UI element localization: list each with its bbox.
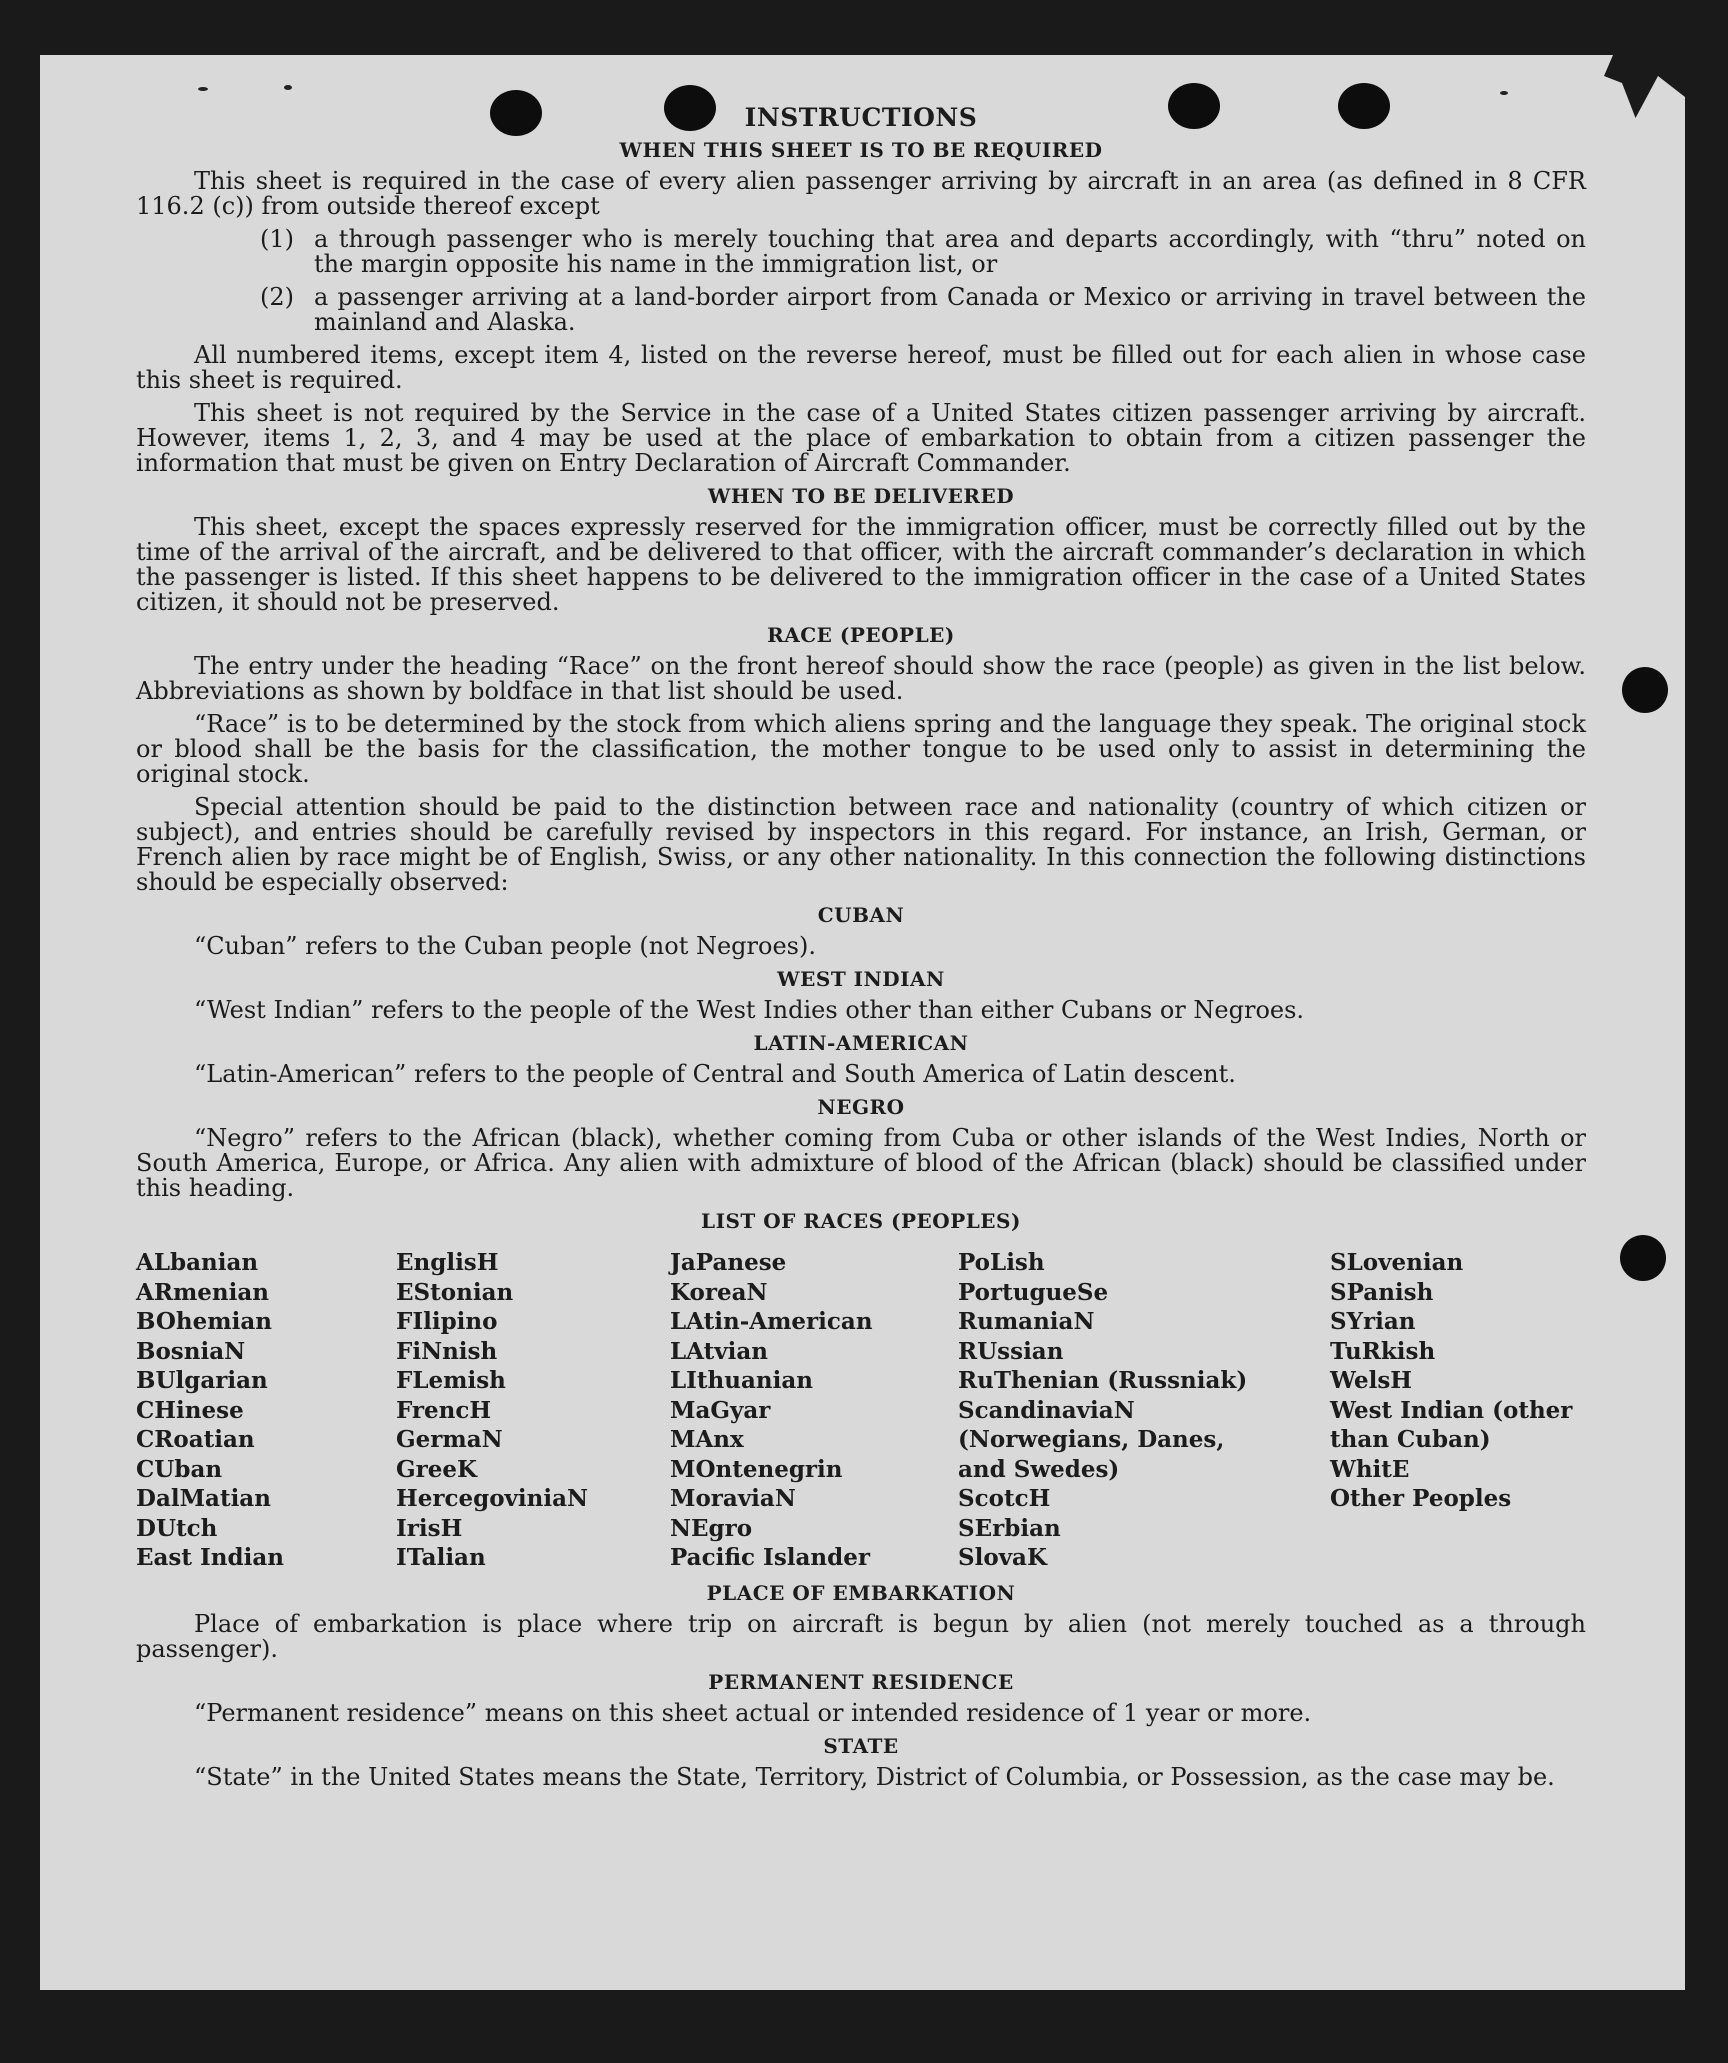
list-item <box>260 285 1586 335</box>
race-entry: Other Peoples <box>1330 1485 1512 1512</box>
instructions-title: INSTRUCTIONS <box>744 103 978 132</box>
race-entry: GreeK <box>396 1455 478 1483</box>
race-entry: ITalian <box>396 1544 486 1571</box>
section-heading-negro: NEGRO <box>817 1095 905 1119</box>
section-heading-latin-american: LATIN-AMERICAN <box>753 1031 969 1055</box>
race-entry: LIthuanian <box>670 1367 813 1394</box>
race-entry: LAtvian <box>670 1337 768 1365</box>
race-entry: ScotcH <box>958 1485 1051 1512</box>
section-heading-west-indian: WEST INDIAN <box>777 967 945 991</box>
item-text: a through passenger who is merely touching that area and departs accordingly, with “thru” noted on the margin opposite his name in the immigration list, or <box>314 225 1586 278</box>
race-entry: CRoatian <box>136 1426 255 1453</box>
item-number: (1) <box>260 225 294 253</box>
paragraph: “West Indian” refers to the people of the West Indies other than either Cubans or Negroes. <box>194 996 1305 1024</box>
race-entry: WhitE <box>1330 1455 1410 1483</box>
race-entry: IrisH <box>396 1514 463 1542</box>
race-entry: LAtin-American <box>670 1308 873 1335</box>
races-column <box>1330 1248 1586 1573</box>
race-entry: BOhemian <box>136 1308 272 1335</box>
race-entry: MoraviaN <box>670 1485 796 1512</box>
race-entry: FrencH <box>396 1396 492 1424</box>
paragraph: “Negro” refers to the African (black), whether coming from Cuba or other islands of the West Indies, North or South America, Europe, or Africa. Any alien with admixture of blood of the African (black) should be classified under this heading. <box>136 1124 1586 1202</box>
section-heading-cuban: CUBAN <box>817 903 905 927</box>
race-entry: DalMatian <box>136 1485 271 1512</box>
race-entry: CUban <box>136 1455 223 1483</box>
race-entry: JaPanese <box>670 1249 787 1276</box>
punch-hole <box>1620 1235 1666 1281</box>
race-entry: East Indian <box>136 1544 284 1571</box>
race-entry: EnglisH <box>396 1249 499 1276</box>
paragraph: “Cuban” refers to the Cuban people (not Negroes). <box>194 932 816 960</box>
paragraph: “Permanent residence” means on this sheet actual or intended residence of 1 year or more. <box>194 1698 1312 1727</box>
race-entry: West Indian (other than Cuban) <box>1330 1396 1573 1453</box>
race-entry: PortugueSe <box>958 1278 1109 1306</box>
paragraph: This sheet, except the spaces expressly reserved for the immigration officer, must be correctly filled out by the time of the arrival of the aircraft, and be delivered to that officer, with the aircraft commander’s declaration in which the passenger is listed. If this sheet happens to be delivered to the immigration officer in the case of a United States citizen, it should not be preserved. <box>136 513 1586 616</box>
race-entry: ARmenian <box>136 1278 270 1306</box>
races-column <box>670 1248 958 1573</box>
paragraph: Place of embarkation is place where trip on aircraft is begun by alien (not merely touched as a through passenger). <box>136 1609 1586 1663</box>
section-heading-required: WHEN THIS SHEET IS TO BE REQUIRED <box>619 138 1103 162</box>
race-entry: RuThenian (Russniak) <box>958 1367 1248 1394</box>
section-heading-delivered: WHEN TO BE DELIVERED <box>707 484 1015 508</box>
race-entry: EStonian <box>396 1278 514 1306</box>
race-entry: RumaniaN <box>958 1308 1095 1335</box>
paragraph: Special attention should be paid to the distinction between race and nationality (country of which citizen or subject), and entries should be carefully revised by inspectors in this regard. For instance, an Irish, German, or French alien by race might be of English, Swiss, or any other nationality. In this connection the following distinctions should be especially observed: <box>136 793 1586 896</box>
race-entry: DUtch <box>136 1514 218 1542</box>
section-heading-permanent-residence: PERMANENT RESIDENCE <box>708 1669 1014 1694</box>
race-entry: PoLish <box>958 1249 1045 1276</box>
item-number: (2) <box>260 283 294 311</box>
document-sheet <box>40 55 1685 1990</box>
paragraph: All numbered items, except item 4, listed on the reverse hereof, must be filled out for each alien in whose case this sheet is required. <box>136 341 1586 394</box>
race-entry: RUssian <box>958 1337 1064 1365</box>
instructions-content <box>136 105 1586 1798</box>
race-entry: SPanish <box>1330 1278 1434 1306</box>
race-entry: ScandinaviaN (Norwegians, Danes, and Swedes) <box>958 1396 1225 1483</box>
race-entry: MAnx <box>670 1426 744 1453</box>
paragraph: This sheet is not required by the Service in the case of a United States citizen passenger arriving by aircraft. However, items 1, 2, 3, and 4 may be used at the place of embarkation to obtain from a citizen passenger the information that must be given on Entry Declaration of Aircraft Commander. <box>136 399 1586 477</box>
race-entry: FiNnish <box>396 1337 498 1365</box>
race-entry: BosniaN <box>136 1337 246 1365</box>
list-item <box>260 227 1586 277</box>
race-entry: CHinese <box>136 1396 244 1424</box>
race-entry: TuRkish <box>1330 1337 1436 1365</box>
punch-hole <box>1622 667 1668 713</box>
race-entry: ALbanian <box>136 1249 259 1276</box>
paragraph: The entry under the heading “Race” on the front hereof should show the race (people) as given in the list below. Abbreviations as shown by boldface in that list should be used. <box>136 652 1586 705</box>
races-column <box>396 1248 670 1573</box>
torn-corner <box>1595 55 1685 125</box>
paragraph: “State” in the United States means the State, Territory, District of Columbia, or Possession, as the case may be. <box>194 1762 1555 1791</box>
race-entry: SLovenian <box>1330 1249 1464 1276</box>
race-entry: FIlipino <box>396 1308 498 1335</box>
paragraph: This sheet is required in the case of every alien passenger arriving by aircraft in an area (as defined in 8 CFR 116.2 (c)) from outside thereof except <box>136 167 1586 220</box>
race-entry: NEgro <box>670 1514 753 1542</box>
races-column <box>136 1248 396 1573</box>
race-entry: MOntenegrin <box>670 1455 843 1483</box>
races-table <box>136 1248 1586 1573</box>
race-entry: FLemish <box>396 1367 506 1394</box>
race-entry: BUlgarian <box>136 1367 268 1394</box>
race-entry: SYrian <box>1330 1308 1416 1335</box>
race-entry: Pacific Islander <box>670 1544 870 1571</box>
race-entry: MaGyar <box>670 1396 771 1424</box>
race-entry: SErbian <box>958 1514 1061 1542</box>
race-entry: KoreaN <box>670 1278 768 1306</box>
races-column <box>958 1248 1330 1573</box>
section-heading-embarkation: PLACE OF EMBARKATION <box>706 1580 1016 1605</box>
item-text: a passenger arriving at a land-border airport from Canada or Mexico or arriving in travel between the mainland and Alaska. <box>314 283 1586 336</box>
race-entry: GermaN <box>396 1426 503 1453</box>
section-heading-race: RACE (PEOPLE) <box>767 623 955 647</box>
race-entry: WelsH <box>1330 1367 1413 1394</box>
paragraph: “Latin-American” refers to the people of Central and South America of Latin descent. <box>194 1060 1236 1088</box>
race-entry: HercegoviniaN <box>396 1485 589 1512</box>
paragraph: “Race” is to be determined by the stock from which aliens spring and the language they speak. The original stock or blood shall be the basis for the classification, the mother tongue to be used only to assist in determining the original stock. <box>136 710 1586 788</box>
section-heading-list-of-races: LIST OF RACES (PEOPLES) <box>701 1209 1021 1233</box>
race-entry: SlovaK <box>958 1544 1047 1571</box>
section-heading-state: STATE <box>823 1733 899 1758</box>
